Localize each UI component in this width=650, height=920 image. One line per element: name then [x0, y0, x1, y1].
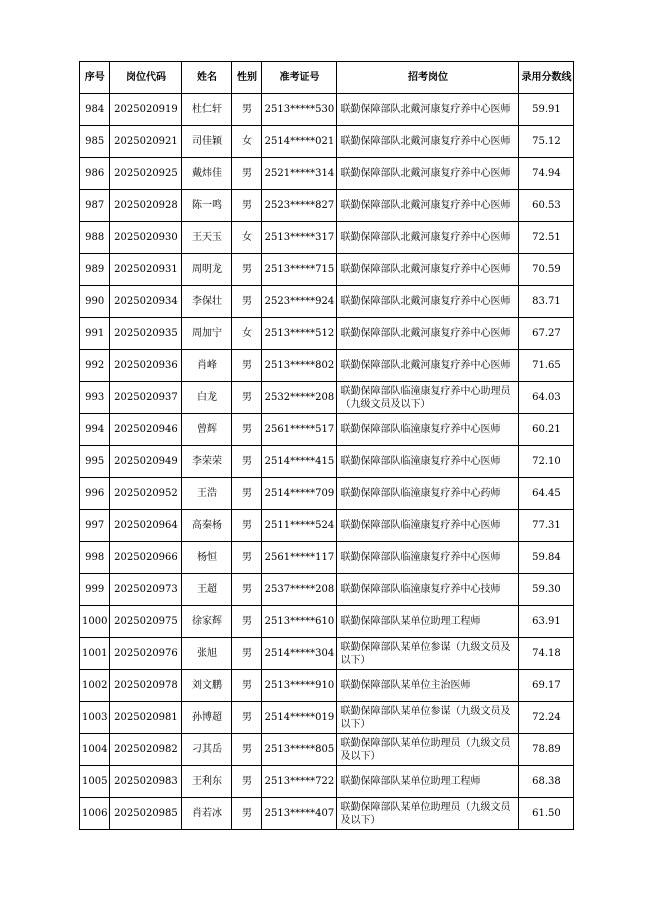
score-cell: 78.89: [519, 734, 574, 766]
gender-cell: 男: [232, 190, 262, 222]
score-cell: 63.91: [519, 606, 574, 638]
exam-number-cell: 2513*****805: [262, 734, 337, 766]
table-row: [80, 286, 574, 318]
score-cell: 59.84: [519, 542, 574, 574]
table-row: [80, 702, 574, 734]
table-row: [80, 94, 574, 126]
position-code-cell: 2025020975: [110, 606, 182, 638]
position-code-cell: 2025020928: [110, 190, 182, 222]
table-row: [80, 414, 574, 446]
table-row: [80, 382, 574, 414]
name-cell: 李保壮: [182, 286, 232, 318]
table-row: [80, 734, 574, 766]
position-code-cell: 2025020978: [110, 670, 182, 702]
gender-cell: 男: [232, 638, 262, 670]
score-cell: 75.12: [519, 126, 574, 158]
position-cell: 联勤保障部队北戴河康复疗养中心医师: [337, 158, 519, 190]
position-cell: 联勤保障部队某单位参谋（九级文员及以下）: [337, 702, 519, 734]
position-cell: 联勤保障部队北戴河康复疗养中心医师: [337, 350, 519, 382]
position-code-cell: 2025020937: [110, 382, 182, 414]
name-cell: 刘文鹏: [182, 670, 232, 702]
gender-cell: 男: [232, 670, 262, 702]
exam-number-cell: 2513*****530: [262, 94, 337, 126]
name-cell: 王利东: [182, 766, 232, 798]
exam-number-cell: 2532*****208: [262, 382, 337, 414]
score-cell: 69.17: [519, 670, 574, 702]
position-code-cell: 2025020973: [110, 574, 182, 606]
position-cell: 联勤保障部队临潼康复疗养中心医师: [337, 414, 519, 446]
name-cell: 孙博超: [182, 702, 232, 734]
name-cell: 刁其岳: [182, 734, 232, 766]
exam-number-cell: 2561*****117: [262, 542, 337, 574]
gender-cell: 男: [232, 286, 262, 318]
table-row: [80, 222, 574, 254]
serial-cell: 1002: [80, 670, 110, 702]
header-name: 姓名: [182, 62, 232, 94]
score-cell: 60.53: [519, 190, 574, 222]
position-cell: 联勤保障部队北戴河康复疗养中心医师: [337, 126, 519, 158]
position-cell: 联勤保障部队某单位助理员（九级文员及以下）: [337, 734, 519, 766]
gender-cell: 男: [232, 94, 262, 126]
score-cell: 59.30: [519, 574, 574, 606]
gender-cell: 男: [232, 542, 262, 574]
results-table: [79, 61, 574, 830]
position-code-cell: 2025020983: [110, 766, 182, 798]
header-position: 招考岗位: [337, 62, 519, 94]
gender-cell: 女: [232, 318, 262, 350]
serial-cell: 996: [80, 478, 110, 510]
name-cell: 王超: [182, 574, 232, 606]
serial-cell: 998: [80, 542, 110, 574]
name-cell: 曾辉: [182, 414, 232, 446]
table-row: [80, 190, 574, 222]
position-cell: 联勤保障部队某单位参谋（九级文员及以下）: [337, 638, 519, 670]
exam-number-cell: 2523*****827: [262, 190, 337, 222]
score-cell: 72.24: [519, 702, 574, 734]
header-score: 录用分数线: [519, 62, 574, 94]
position-cell: 联勤保障部队临潼康复疗养中心医师: [337, 510, 519, 542]
position-code-cell: 2025020982: [110, 734, 182, 766]
score-cell: 64.45: [519, 478, 574, 510]
serial-cell: 999: [80, 574, 110, 606]
serial-cell: 995: [80, 446, 110, 478]
position-cell: 联勤保障部队临潼康复疗养中心医师: [337, 542, 519, 574]
position-cell: 联勤保障部队北戴河康复疗养中心医师: [337, 222, 519, 254]
name-cell: 王浩: [182, 478, 232, 510]
score-cell: 67.27: [519, 318, 574, 350]
exam-number-cell: 2561*****517: [262, 414, 337, 446]
table-row: [80, 606, 574, 638]
header-row: [80, 62, 574, 94]
position-cell: 联勤保障部队临潼康复疗养中心医师: [337, 446, 519, 478]
exam-number-cell: 2513*****802: [262, 350, 337, 382]
gender-cell: 男: [232, 510, 262, 542]
name-cell: 司佳颖: [182, 126, 232, 158]
position-cell: 联勤保障部队北戴河康复疗养中心医师: [337, 190, 519, 222]
table-row: [80, 574, 574, 606]
position-cell: 联勤保障部队北戴河康复疗养中心医师: [337, 318, 519, 350]
gender-cell: 男: [232, 158, 262, 190]
gender-cell: 男: [232, 254, 262, 286]
position-cell: 联勤保障部队临潼康复疗养中心助理员（九级文员及以下）: [337, 382, 519, 414]
gender-cell: 男: [232, 574, 262, 606]
serial-cell: 989: [80, 254, 110, 286]
name-cell: 王天玉: [182, 222, 232, 254]
position-code-cell: 2025020930: [110, 222, 182, 254]
score-cell: 83.71: [519, 286, 574, 318]
name-cell: 徐家辉: [182, 606, 232, 638]
score-cell: 68.38: [519, 766, 574, 798]
table-row: [80, 510, 574, 542]
gender-cell: 女: [232, 126, 262, 158]
header-serial: 序号: [80, 62, 110, 94]
gender-cell: 男: [232, 382, 262, 414]
gender-cell: 男: [232, 766, 262, 798]
table-row: [80, 542, 574, 574]
position-code-cell: 2025020946: [110, 414, 182, 446]
header-gender: 性别: [232, 62, 262, 94]
header-exam-number: 准考证号: [262, 62, 337, 94]
position-code-cell: 2025020964: [110, 510, 182, 542]
position-cell: 联勤保障部队某单位助理工程师: [337, 766, 519, 798]
gender-cell: 男: [232, 798, 262, 830]
name-cell: 肖峰: [182, 350, 232, 382]
name-cell: 白龙: [182, 382, 232, 414]
exam-number-cell: 2514*****415: [262, 446, 337, 478]
gender-cell: 男: [232, 350, 262, 382]
position-cell: 联勤保障部队某单位助理工程师: [337, 606, 519, 638]
name-cell: 陈一鸣: [182, 190, 232, 222]
serial-cell: 1005: [80, 766, 110, 798]
gender-cell: 男: [232, 414, 262, 446]
serial-cell: 985: [80, 126, 110, 158]
position-code-cell: 2025020925: [110, 158, 182, 190]
position-cell: 联勤保障部队北戴河康复疗养中心医师: [337, 94, 519, 126]
table-row: [80, 638, 574, 670]
exam-number-cell: 2521*****314: [262, 158, 337, 190]
serial-cell: 1000: [80, 606, 110, 638]
score-cell: 77.31: [519, 510, 574, 542]
exam-number-cell: 2514*****304: [262, 638, 337, 670]
gender-cell: 男: [232, 606, 262, 638]
score-cell: 64.03: [519, 382, 574, 414]
table-row: [80, 766, 574, 798]
serial-cell: 997: [80, 510, 110, 542]
position-code-cell: 2025020949: [110, 446, 182, 478]
header-position-code: 岗位代码: [110, 62, 182, 94]
name-cell: 杜仁轩: [182, 94, 232, 126]
serial-cell: 1006: [80, 798, 110, 830]
position-cell: 联勤保障部队某单位助理员（九级文员及以下）: [337, 798, 519, 830]
position-code-cell: 2025020921: [110, 126, 182, 158]
score-cell: 60.21: [519, 414, 574, 446]
exam-number-cell: 2523*****924: [262, 286, 337, 318]
position-code-cell: 2025020952: [110, 478, 182, 510]
exam-number-cell: 2514*****709: [262, 478, 337, 510]
score-cell: 74.18: [519, 638, 574, 670]
name-cell: 杨恒: [182, 542, 232, 574]
score-cell: 71.65: [519, 350, 574, 382]
score-cell: 72.51: [519, 222, 574, 254]
position-cell: 联勤保障部队北戴河康复疗养中心医师: [337, 286, 519, 318]
position-code-cell: 2025020931: [110, 254, 182, 286]
position-cell: 联勤保障部队临潼康复疗养中心药师: [337, 478, 519, 510]
name-cell: 周明龙: [182, 254, 232, 286]
position-code-cell: 2025020935: [110, 318, 182, 350]
exam-number-cell: 2513*****407: [262, 798, 337, 830]
gender-cell: 男: [232, 734, 262, 766]
serial-cell: 1004: [80, 734, 110, 766]
serial-cell: 988: [80, 222, 110, 254]
exam-number-cell: 2513*****317: [262, 222, 337, 254]
score-cell: 70.59: [519, 254, 574, 286]
table-row: [80, 446, 574, 478]
table-row: [80, 126, 574, 158]
name-cell: 高秦杨: [182, 510, 232, 542]
position-code-cell: 2025020936: [110, 350, 182, 382]
gender-cell: 男: [232, 702, 262, 734]
position-code-cell: 2025020934: [110, 286, 182, 318]
serial-cell: 1001: [80, 638, 110, 670]
position-code-cell: 2025020919: [110, 94, 182, 126]
exam-number-cell: 2511*****524: [262, 510, 337, 542]
name-cell: 戴炜佳: [182, 158, 232, 190]
exam-number-cell: 2514*****021: [262, 126, 337, 158]
exam-number-cell: 2537*****208: [262, 574, 337, 606]
position-cell: 联勤保障部队某单位主治医师: [337, 670, 519, 702]
serial-cell: 987: [80, 190, 110, 222]
score-cell: 74.94: [519, 158, 574, 190]
score-cell: 59.91: [519, 94, 574, 126]
table-row: [80, 158, 574, 190]
position-code-cell: 2025020976: [110, 638, 182, 670]
gender-cell: 男: [232, 478, 262, 510]
position-code-cell: 2025020985: [110, 798, 182, 830]
serial-cell: 990: [80, 286, 110, 318]
name-cell: 张旭: [182, 638, 232, 670]
exam-number-cell: 2513*****715: [262, 254, 337, 286]
serial-cell: 991: [80, 318, 110, 350]
position-cell: 联勤保障部队临潼康复疗养中心技师: [337, 574, 519, 606]
position-code-cell: 2025020981: [110, 702, 182, 734]
name-cell: 周加宁: [182, 318, 232, 350]
table-row: [80, 478, 574, 510]
gender-cell: 女: [232, 222, 262, 254]
exam-number-cell: 2513*****512: [262, 318, 337, 350]
position-cell: 联勤保障部队北戴河康复疗养中心医师: [337, 254, 519, 286]
table-row: [80, 350, 574, 382]
serial-cell: 994: [80, 414, 110, 446]
exam-number-cell: 2513*****910: [262, 670, 337, 702]
serial-cell: 984: [80, 94, 110, 126]
gender-cell: 男: [232, 446, 262, 478]
score-cell: 72.10: [519, 446, 574, 478]
position-code-cell: 2025020966: [110, 542, 182, 574]
table-row: [80, 254, 574, 286]
table-row: [80, 798, 574, 830]
serial-cell: 986: [80, 158, 110, 190]
serial-cell: 993: [80, 382, 110, 414]
table-row: [80, 670, 574, 702]
exam-number-cell: 2513*****610: [262, 606, 337, 638]
score-cell: 61.50: [519, 798, 574, 830]
table-row: [80, 318, 574, 350]
name-cell: 李荣荣: [182, 446, 232, 478]
serial-cell: 1003: [80, 702, 110, 734]
exam-number-cell: 2513*****722: [262, 766, 337, 798]
name-cell: 肖若冰: [182, 798, 232, 830]
exam-number-cell: 2514*****019: [262, 702, 337, 734]
serial-cell: 992: [80, 350, 110, 382]
